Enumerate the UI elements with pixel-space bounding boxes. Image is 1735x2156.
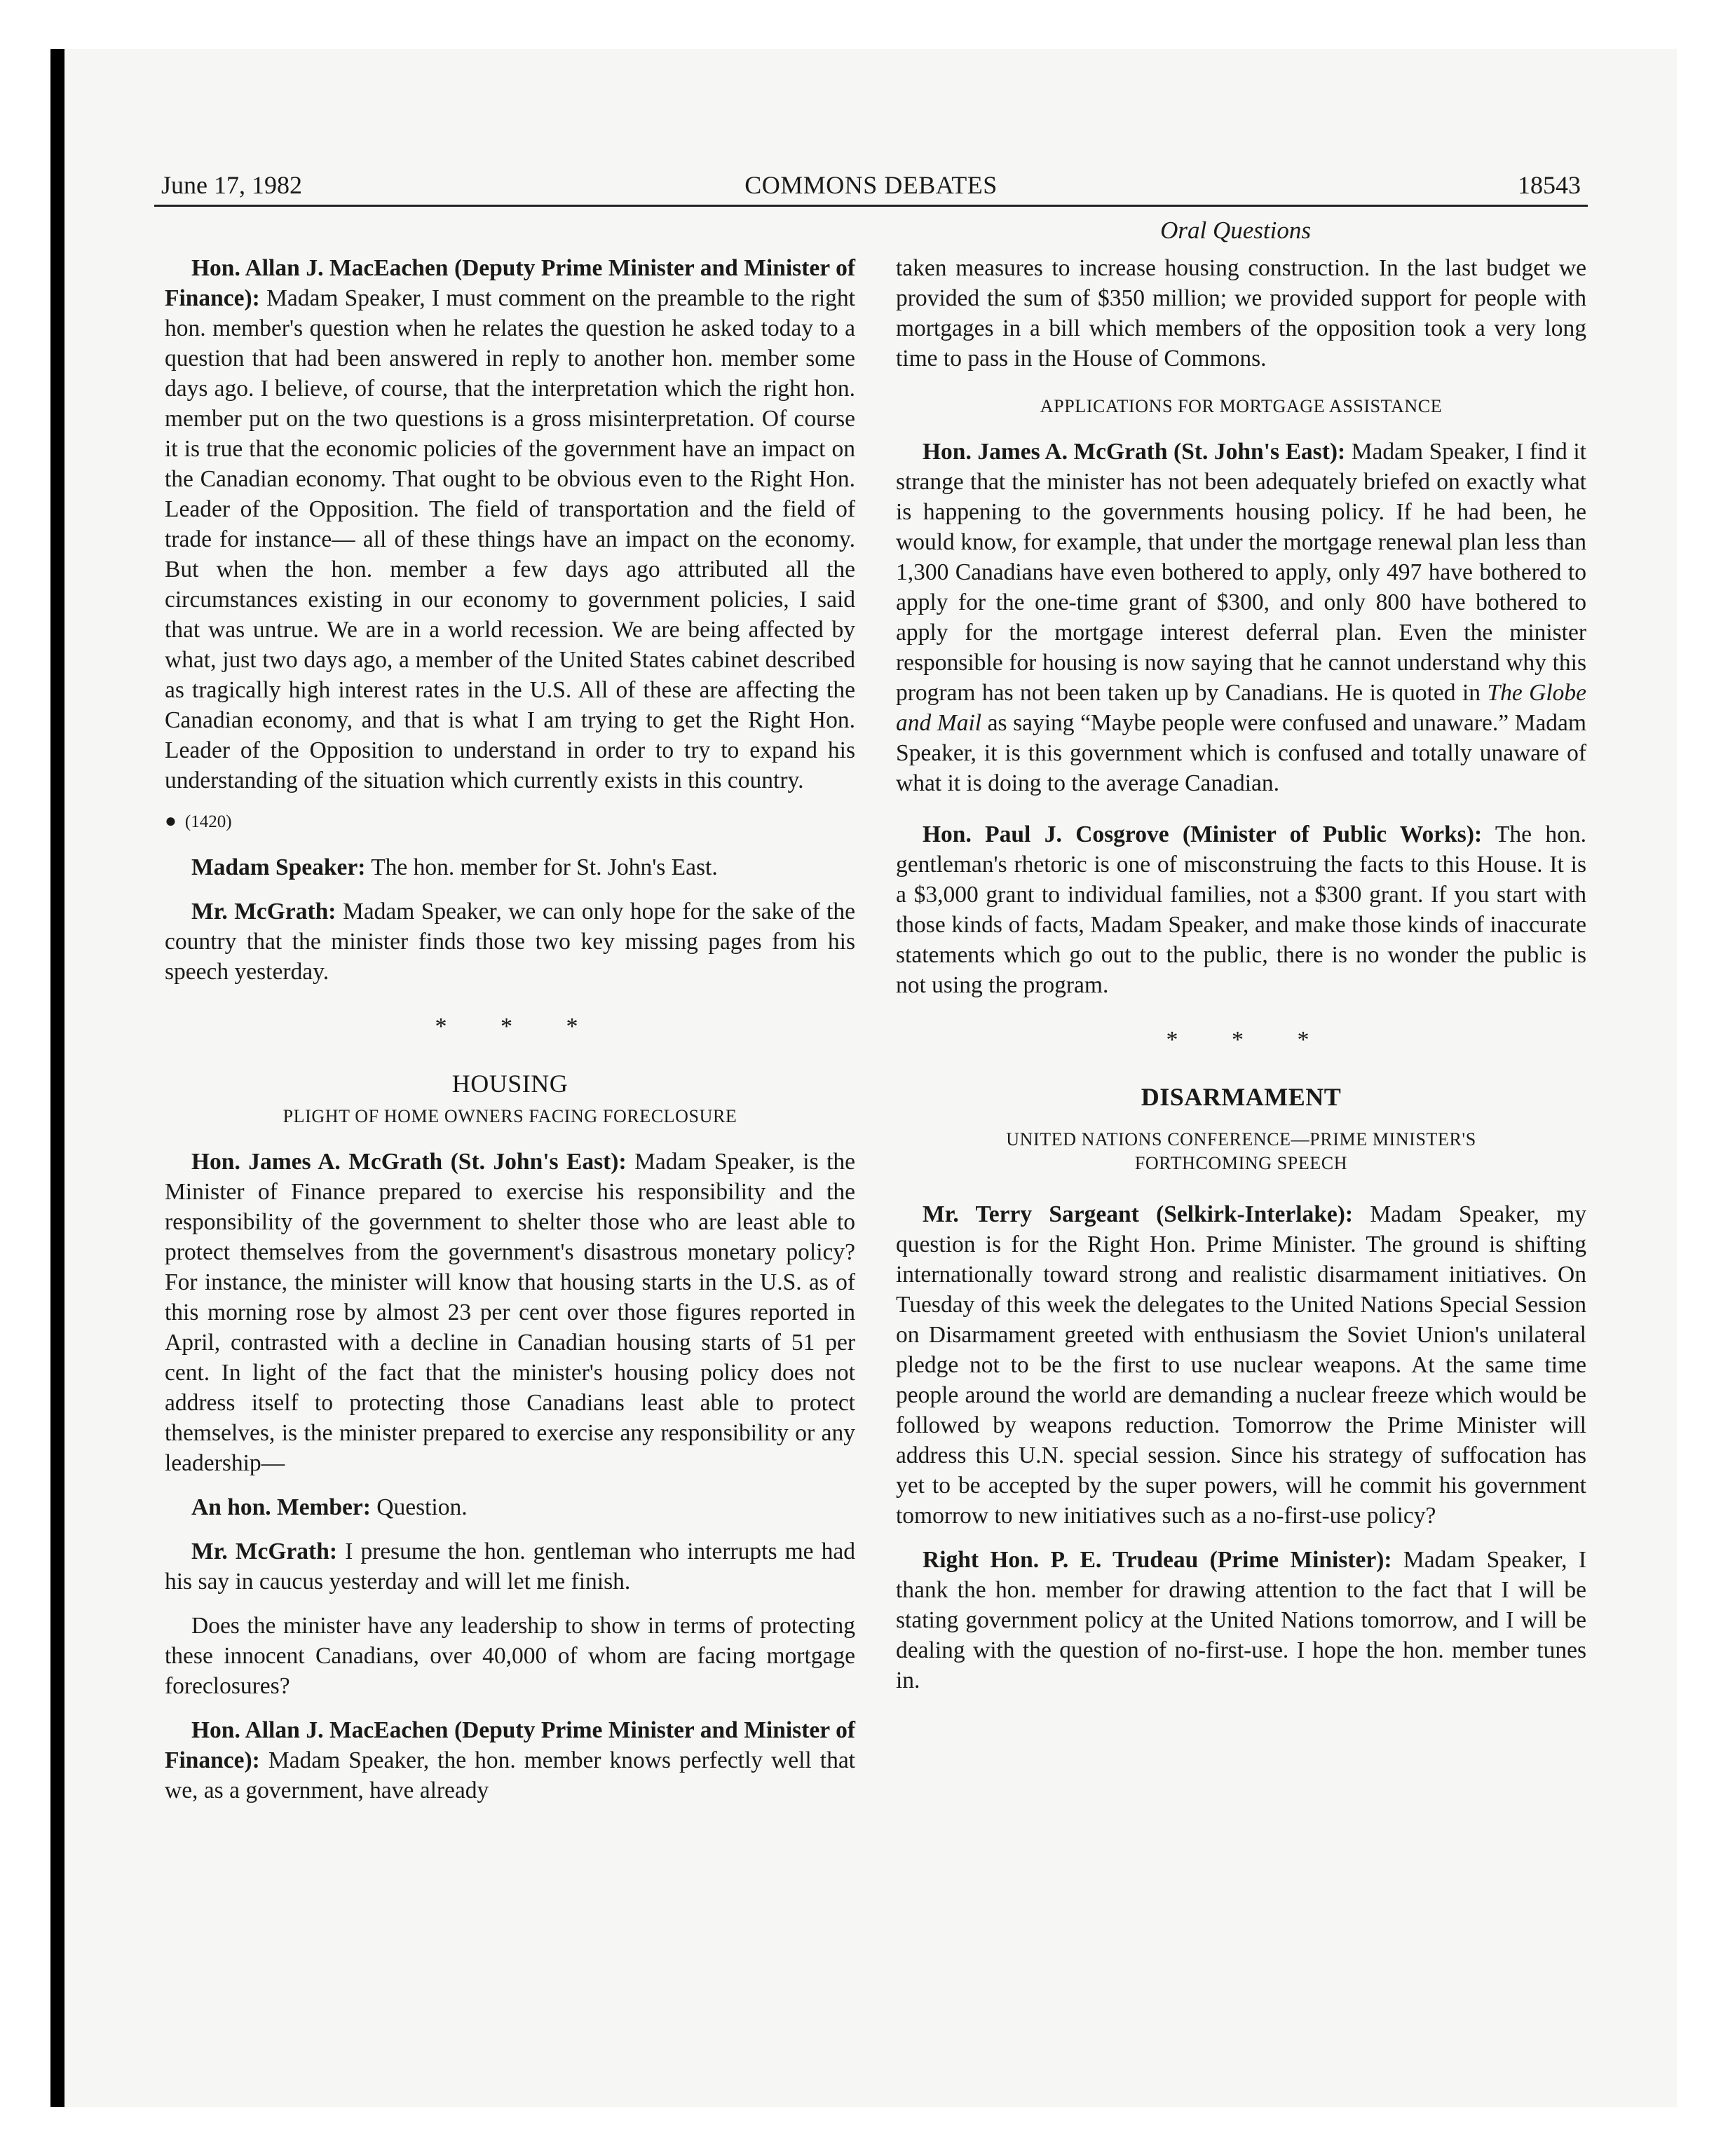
speaker-name: Mr. McGrath: [191,1538,337,1564]
header-title: COMMONS DEBATES [744,171,998,199]
speaker-name: Hon. James A. McGrath (St. John's East): [191,1149,627,1175]
speaker-name: Hon. Paul J. Cosgrove (Minister of Public Works): [923,821,1483,847]
speech-text: Madam Speaker, we can only hope for the sake of the country that the minister finds those two key missing pages from his speech yesterday. [165,899,855,985]
paragraph [896,1545,1586,1696]
paragraph [896,1199,1586,1531]
speaker-name: Mr. Terry Sargeant (Selkirk-Interlake): [923,1201,1354,1227]
section-subheading: PLIGHT OF HOME OWNERS FACING FORECLOSURE [283,1106,737,1126]
paragraph [165,852,855,882]
paragraph [165,1715,855,1806]
section-subheading [896,1128,1586,1175]
speech-text: Madam Speaker, I must comment on the preamble to the right hon. member's question when he relates the question he asked today to a question that had been answered in reply to another hon. member some days ago. I believe, of course, that the interpretation which the right hon. member put on the two questions is a gross misinterpretation. Of course it is true that the economic policies of the government have an impact on the Canadian economy. That ought to be obvious even to the Right Hon. Leader of the Opposition. The field of transportation and the field of trade for instance— all of these things have an impact on the economy. But when the hon. member a few days ago attributed all the circumstances existing in our economy to government policies, I said that was untrue. We are in a world recession. We are being affected by what, just two days ago, a member of the United States cabinet described as tragically high interest rates in the U.S. All of these are affecting the Canadian economy, and that is what I am trying to get the Right Hon. Leader of the Opposition to understand in order to try to expand his understanding of the situation which currently exists in this country. [165,285,855,793]
publication-title: The Globe and Mail [896,680,1587,736]
paragraph [165,1492,855,1522]
section-separator: * * * [1166,1027,1333,1053]
speech-text: Does the minister have any leadership to show in terms of protecting these innocent Canadians, over 40,000 of whom are facing mortgage foreclosures? [165,1613,855,1699]
speaker-name: Madam Speaker: [191,854,366,880]
speaker-name: An hon. Member: [191,1494,371,1520]
speaker-name: Hon. Allan J. MacEachen (Deputy Prime Minister and Minister of Finance): [165,1717,855,1773]
speech-text: as saying “Maybe people were confused and unaware.” Madam Speaker, it is this government which is confused and totally unaware of what it is doing to the average Canadian. [896,710,1586,796]
time-marker [165,810,855,834]
paragraph [165,1611,855,1701]
header-page-number: 18543 [1518,171,1581,199]
speech-text: The hon. member for St. John's East. [365,854,718,880]
speech-text: Madam Speaker, I thank the hon. member for drawing attention to the fact that I will be stating government policy at the United Nations tomorrow, and I will be dealing with the question of no-first-use. I hope the hon. member tunes in. [896,1547,1586,1693]
section-heading: HOUSING [451,1070,569,1098]
speech-text: taken measures to increase housing construction. In the last budget we provided the sum of $350 million; we provided support for people with mortgages in a bill which members of the opposition took a very long time to pass in the House of Commons. [896,255,1586,371]
speaker-name: Mr. McGrath: [191,899,336,925]
speech-text: The hon. gentleman's rhetoric is one of misconstruing the facts to this House. It is a $3,000 grant to individual families, not a $300 grant. If you start with those kinds of facts, Madam Speaker, and make those kinds of inaccurate statements which go out to the public, there is no wonder the public is not using the program. [896,821,1586,998]
paragraph [165,896,855,987]
speaker-name: Right Hon. P. E. Trudeau (Prime Minister): [923,1547,1392,1573]
paragraph [165,253,855,796]
speaker-name: Hon. Allan J. MacEachen (Deputy Prime Minister and Minister of Finance): [165,255,855,311]
section-separator: * * * [435,1014,602,1039]
bullet-icon: ● [165,810,177,832]
paragraph [896,437,1586,798]
document-page [154,170,1588,1803]
paragraph-continued [896,253,1586,374]
subheading-line: FORTHCOMING SPEECH [1134,1153,1348,1173]
section-subheading: APPLICATIONS FOR MORTGAGE ASSISTANCE [1040,396,1443,416]
running-header [154,170,1588,207]
header-date: June 17, 1982 [161,171,302,199]
scan-border [50,49,64,2107]
speech-text: I presume the hon. gentleman who interrupts me had his say in caucus yesterday and will let me finish. [165,1538,855,1595]
time-marker-label: (1420) [184,812,232,831]
speech-text: Madam Speaker, my question is for the Right Hon. Prime Minister. The ground is shifting internationally toward strong and realistic disarmament initiatives. On Tuesday of this week the delegates to the United Nations Special Session on Disarmament greeted with enthusiasm the Soviet Union's unilateral pledge not to be the first to use nuclear weapons. At the same time people around the world are demanding a nuclear freeze which would be followed by weapons reduction. Tomorrow the Prime Minister will address this U.N. special session. Since his strategy of suffocation has yet to be accepted by the super powers, will he commit his government tomorrow to new initiatives such as a no-first-use policy? [896,1201,1586,1529]
paragraph [165,1147,855,1478]
speech-text: Madam Speaker, is the Minister of Finance prepared to exercise his responsibility and the responsibility of the government to shelter those who are least able to protect themselves from the government's disastrous monetary policy? For instance, the minister will know that housing starts in the U.S. as of this morning rose by almost 23 per cent over those figures reported in April, contrasted with a decline in Canadian housing starts of 51 per cent. In light of the fact that the minister's housing policy does not address itself to protecting those Canadians least able to protect themselves, is the minister prepared to exercise any responsibility or any leadership— [165,1149,855,1476]
paragraph [896,819,1586,1000]
section-heading: DISARMAMENT [1141,1083,1342,1111]
speech-text: Madam Speaker, the hon. member knows perfectly well that we, as a government, have already [165,1747,855,1803]
paragraph [165,1536,855,1597]
speaker-name: Hon. James A. McGrath (St. John's East): [923,439,1346,465]
subheading-line: UNITED NATIONS CONFERENCE—PRIME MINISTER'S [1006,1129,1476,1149]
left-column [165,253,855,1806]
right-column [896,253,1586,1710]
speech-text: Question. [370,1494,468,1520]
speech-text: Madam Speaker, I find it strange that the minister has not been adequately briefed on exactly what is happening to the governments housing policy. If he had been, he would know, for example, that under the mortgage renewal plan less than 1,300 Canadians have even bothered to apply, only 497 have bothered to apply for the one-time grant of $300, and only 800 have bothered to apply for the mortgage interest deferral plan. Even the minister responsible for housing is now saying that he cannot understand why this program has not been taken up by Canadians. He is quoted in [896,439,1586,706]
section-label: Oral Questions [1160,217,1311,244]
